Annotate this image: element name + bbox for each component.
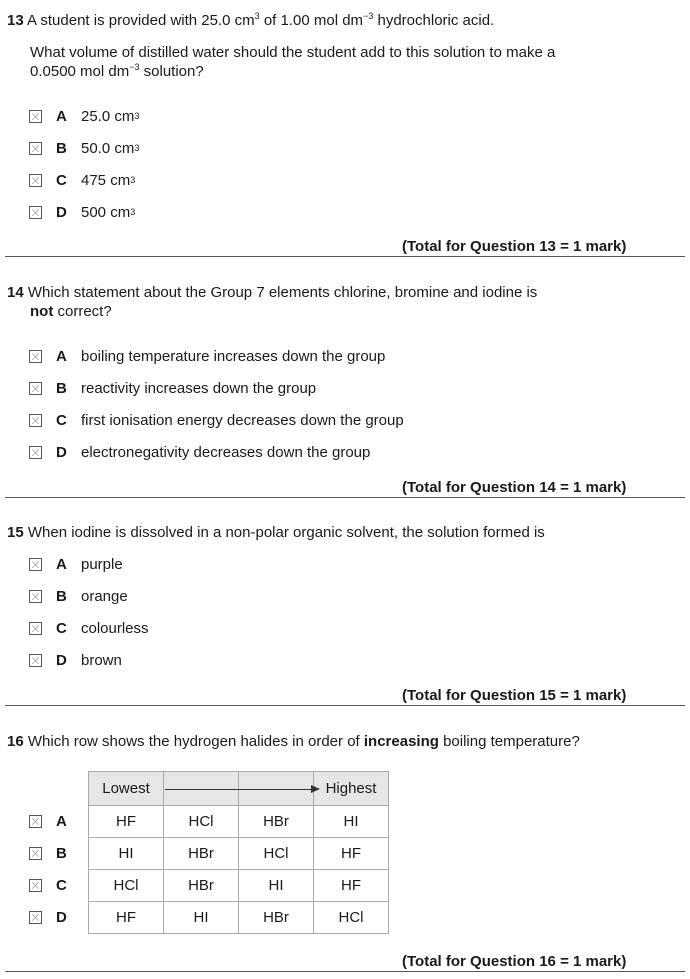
question-number: 15 (7, 524, 24, 541)
question-text: solution? (139, 63, 204, 80)
checkbox[interactable] (29, 911, 42, 924)
table-row (89, 806, 389, 838)
option-text: 475 cm (81, 171, 131, 189)
option-13-b[interactable]: B 50.0 cm 3 (29, 139, 139, 157)
table-cell: HI (164, 902, 239, 934)
question-16-stem (7, 732, 580, 751)
option-13-a[interactable]: A 25.0 cm 3 (29, 107, 139, 125)
table-cell: HBr (239, 902, 314, 934)
option-letter: C (56, 411, 67, 429)
table-cell: HCl (314, 902, 389, 934)
option-text: boiling temperature increases down the group (81, 347, 386, 365)
checkbox[interactable] (29, 847, 42, 860)
option-text: first ionisation energy decreases down the group (81, 411, 404, 429)
question-text: Which statement about the Group 7 elements chlorine, bromine and iodine is (27, 284, 538, 301)
checkbox[interactable] (29, 879, 42, 892)
table-cell: HBr (239, 806, 314, 838)
option-letter: A (56, 347, 67, 365)
option-letter: C (56, 171, 67, 189)
option-text: orange (81, 587, 128, 605)
divider (5, 705, 685, 706)
table-cell: HF (314, 870, 389, 902)
table-cell: HI (89, 838, 164, 870)
table-cell: HBr (164, 870, 239, 902)
option-16-a[interactable] (29, 812, 81, 830)
option-14-d[interactable] (29, 443, 370, 461)
checkbox[interactable] (29, 350, 42, 363)
option-16-b[interactable] (29, 844, 81, 862)
option-15-a[interactable] (29, 555, 123, 573)
option-letter: B (56, 844, 67, 862)
question-number: 16 (7, 733, 24, 750)
table-cell: HF (89, 902, 164, 934)
table-row (89, 870, 389, 902)
option-letter: B (56, 587, 67, 605)
option-text: 25.0 cm (81, 107, 135, 125)
option-text: reactivity increases down the group (81, 379, 317, 397)
option-letter: D (56, 443, 67, 461)
option-14-b[interactable] (29, 379, 316, 397)
table-cell: HCl (89, 870, 164, 902)
question-14-total: (Total for Question 14 = 1 mark) (402, 479, 627, 496)
option-letter: D (56, 651, 67, 669)
option-text: 50.0 cm (81, 139, 135, 157)
divider (5, 497, 685, 498)
question-15-stem (7, 523, 545, 542)
question-13-total: (Total for Question 13 = 1 mark) (402, 238, 627, 255)
question-13-line2: What volume of distilled water should the student add to this solution to make a (30, 44, 556, 61)
option-letter: C (56, 876, 67, 894)
option-text: 500 cm (81, 203, 131, 221)
checkbox[interactable] (29, 446, 42, 459)
divider (5, 256, 685, 257)
superscript: −3 (129, 62, 140, 72)
question-14-line2 (30, 302, 112, 321)
question-15-total: (Total for Question 15 = 1 mark) (402, 687, 627, 704)
option-15-d[interactable] (29, 651, 122, 669)
checkbox[interactable] (29, 558, 42, 571)
header-highest: Highest (314, 772, 389, 806)
table-cell: HI (239, 870, 314, 902)
option-14-c[interactable] (29, 411, 404, 429)
table-row (89, 902, 389, 934)
emphasis-text: increasing (363, 733, 439, 750)
option-letter: B (56, 379, 67, 397)
table-cell: HCl (164, 806, 239, 838)
checkbox[interactable] (29, 815, 42, 828)
option-letter: A (56, 107, 67, 125)
option-text: brown (81, 651, 122, 669)
option-letter: A (56, 812, 67, 830)
checkbox[interactable] (29, 382, 42, 395)
table-cell: HF (314, 838, 389, 870)
divider (5, 971, 685, 972)
option-letter: A (56, 555, 67, 573)
option-14-a[interactable] (29, 347, 385, 365)
option-text: purple (81, 555, 123, 573)
option-15-b[interactable] (29, 587, 128, 605)
question-14-stem (7, 283, 537, 302)
checkbox[interactable] (29, 622, 42, 635)
question-text: Which row shows the hydrogen halides in order of (27, 733, 364, 750)
option-13-d[interactable]: D 500 cm 3 (29, 203, 135, 221)
option-letter: D (56, 908, 67, 926)
header-lowest: Lowest (89, 772, 164, 806)
option-16-c[interactable] (29, 876, 81, 894)
table-cell: HF (89, 806, 164, 838)
question-number: 14 (7, 284, 24, 301)
question-number: 13 (7, 12, 24, 29)
checkbox[interactable] (29, 142, 42, 155)
option-13-c[interactable]: C 475 cm 3 (29, 171, 135, 189)
table-cell: HI (314, 806, 389, 838)
question-text: of 1.00 mol dm (259, 12, 364, 29)
option-letter: D (56, 203, 67, 221)
arrow-right-icon (311, 785, 320, 793)
option-text: electronegativity decreases down the group (81, 443, 371, 461)
question-text: correct? (53, 303, 112, 320)
question-16-total: (Total for Question 16 = 1 mark) (402, 953, 627, 970)
checkbox[interactable] (29, 110, 42, 123)
question-13-stem (7, 11, 494, 30)
increasing-arrow-line (165, 789, 312, 790)
table-row (89, 838, 389, 870)
table-cell: HCl (239, 838, 314, 870)
checkbox[interactable] (29, 206, 42, 219)
checkbox[interactable] (29, 654, 42, 667)
question-text: When iodine is dissolved in a non-polar organic solvent, the solution formed is (27, 524, 545, 541)
option-text: colourless (81, 619, 149, 637)
question-text: A student is provided with 25.0 cm (27, 12, 255, 29)
question-text: 0.0500 mol dm (30, 63, 130, 80)
checkbox[interactable] (29, 590, 42, 603)
halides-table (88, 771, 389, 934)
emphasis-text: not (30, 303, 54, 320)
option-letter: B (56, 139, 67, 157)
superscript: 3 (254, 11, 260, 21)
option-letter: C (56, 619, 67, 637)
question-13-line3 (30, 62, 204, 81)
superscript: −3 (363, 11, 374, 21)
checkbox[interactable] (29, 414, 42, 427)
option-15-c[interactable] (29, 619, 149, 637)
question-text: hydrochloric acid. (373, 12, 495, 29)
option-16-d[interactable] (29, 908, 81, 926)
table-cell: HBr (164, 838, 239, 870)
checkbox[interactable] (29, 174, 42, 187)
question-text: boiling temperature? (438, 733, 580, 750)
